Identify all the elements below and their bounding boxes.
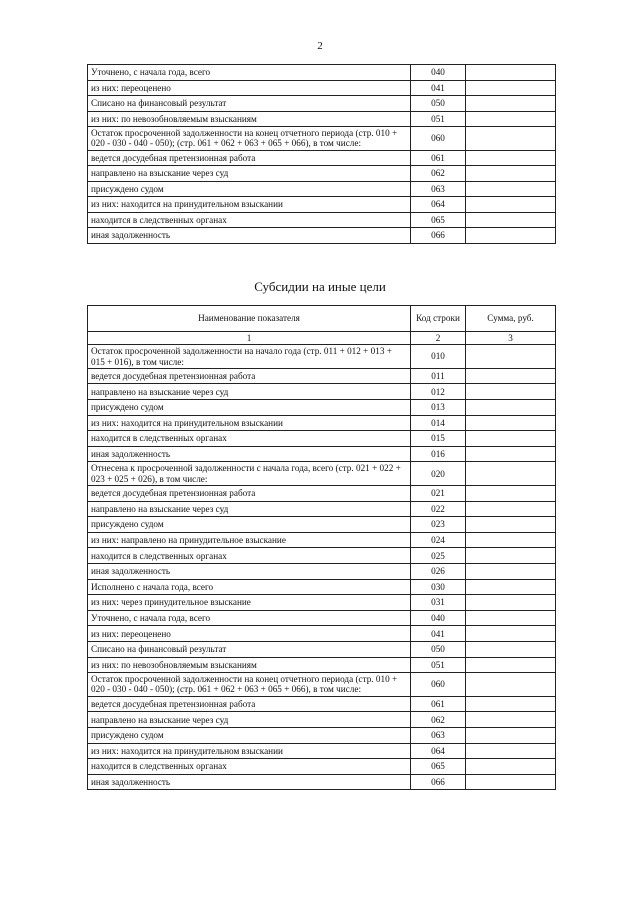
row-sum-cell[interactable]: [466, 774, 556, 790]
table-row: [88, 501, 556, 517]
table-row: [88, 743, 556, 759]
row-label: направлено на взыскание через суд: [88, 166, 411, 182]
row-sum-cell[interactable]: [466, 65, 556, 81]
row-code: 051: [411, 111, 466, 127]
row-sum-cell[interactable]: [466, 368, 556, 384]
table-row: [88, 415, 556, 431]
table-row: [88, 595, 556, 611]
row-code: 013: [411, 400, 466, 416]
table-row: [88, 759, 556, 775]
row-label: находится в следственных органах: [88, 431, 411, 447]
row-code: 064: [411, 743, 466, 759]
table-header-row: [88, 306, 556, 332]
row-code: 031: [411, 595, 466, 611]
row-sum-cell[interactable]: [466, 696, 556, 712]
row-label: Уточнено, с начала года, всего: [88, 610, 411, 626]
row-label: ведется досудебная претензионная работа: [88, 368, 411, 384]
row-label: находится в следственных органах: [88, 548, 411, 564]
row-code: 015: [411, 431, 466, 447]
table-row: [88, 400, 556, 416]
row-label: направлено на взыскание через суд: [88, 384, 411, 400]
row-code: 023: [411, 517, 466, 533]
row-code: 061: [411, 150, 466, 166]
row-code: 062: [411, 712, 466, 728]
row-code: 040: [411, 610, 466, 626]
table-row: [88, 727, 556, 743]
row-code: 016: [411, 446, 466, 462]
column-number-1: 1: [88, 332, 411, 345]
row-sum-cell[interactable]: [466, 127, 556, 151]
receivables-table-continued: [87, 64, 556, 244]
table-row: [88, 462, 556, 486]
row-sum-cell[interactable]: [466, 80, 556, 96]
row-label: присуждено судом: [88, 181, 411, 197]
row-label: Исполнено с начала года, всего: [88, 579, 411, 595]
row-sum-cell[interactable]: [466, 197, 556, 213]
row-label: направлено на взыскание через суд: [88, 712, 411, 728]
row-label: Остаток просроченной задолженности на конец отчетного периода (стр. 010 + 020 - 030 - 040 - 050); (стр. 061 + 062 + 063 + 065 + 066), в том числе:: [88, 673, 411, 697]
row-code: 061: [411, 696, 466, 712]
row-label: присуждено судом: [88, 400, 411, 416]
row-sum-cell[interactable]: [466, 415, 556, 431]
row-label: иная задолженность: [88, 446, 411, 462]
row-code: 011: [411, 368, 466, 384]
row-sum-cell[interactable]: [466, 548, 556, 564]
table-row: [88, 610, 556, 626]
row-sum-cell[interactable]: [466, 446, 556, 462]
row-code: 025: [411, 548, 466, 564]
row-code: 050: [411, 96, 466, 112]
row-code: 040: [411, 65, 466, 81]
table-row: [88, 228, 556, 244]
row-label: Уточнено, с начала года, всего: [88, 65, 411, 81]
table-row: [88, 657, 556, 673]
row-label: из них: переоценено: [88, 80, 411, 96]
row-label: иная задолженность: [88, 564, 411, 580]
table-row: [88, 345, 556, 369]
row-label: Остаток просроченной задолженности на конец отчетного периода (стр. 010 + 020 - 030 - 040 - 050); (стр. 061 + 062 + 063 + 065 + 066), в том числе:: [88, 127, 411, 151]
table-row: [88, 212, 556, 228]
row-label: присуждено судом: [88, 727, 411, 743]
table-row: [88, 564, 556, 580]
table-row: [88, 774, 556, 790]
table-row: [88, 532, 556, 548]
row-sum-cell[interactable]: [466, 517, 556, 533]
row-sum-cell[interactable]: [466, 759, 556, 775]
table-row: [88, 181, 556, 197]
row-label: ведется досудебная претензионная работа: [88, 486, 411, 502]
row-label: Списано на финансовый результат: [88, 641, 411, 657]
row-sum-cell[interactable]: [466, 384, 556, 400]
section-title: Субсидии на иные цели: [254, 279, 386, 294]
table-row: [88, 431, 556, 447]
row-sum-cell[interactable]: [466, 532, 556, 548]
row-sum-cell[interactable]: [466, 400, 556, 416]
row-code: 064: [411, 197, 466, 213]
row-label: из них: через принудительное взыскание: [88, 595, 411, 611]
table-row: [88, 80, 556, 96]
page-number: 2: [317, 40, 323, 52]
row-code: 024: [411, 532, 466, 548]
row-label: ведется досудебная претензионная работа: [88, 696, 411, 712]
column-header-name: Наименование показателя: [88, 306, 411, 332]
subsidies-other-purposes-table: [87, 305, 556, 790]
row-label: из них: по невозобновляемым взысканиям: [88, 111, 411, 127]
row-code: 022: [411, 501, 466, 517]
row-label: находится в следственных органах: [88, 212, 411, 228]
row-sum-cell[interactable]: [466, 228, 556, 244]
row-code: 014: [411, 415, 466, 431]
row-label: из них: находится на принудительном взыскании: [88, 743, 411, 759]
row-sum-cell[interactable]: [466, 673, 556, 697]
table1-body: [88, 65, 556, 244]
row-sum-cell[interactable]: [466, 212, 556, 228]
row-code: 066: [411, 228, 466, 244]
row-sum-cell[interactable]: [466, 431, 556, 447]
row-code: 030: [411, 579, 466, 595]
row-code: 020: [411, 462, 466, 486]
row-code: 041: [411, 80, 466, 96]
row-sum-cell[interactable]: [466, 345, 556, 369]
column-numbers-row: [88, 332, 556, 345]
row-sum-cell[interactable]: [466, 641, 556, 657]
row-code: 026: [411, 564, 466, 580]
table-row: [88, 111, 556, 127]
row-code: 010: [411, 345, 466, 369]
row-sum-cell[interactable]: [466, 712, 556, 728]
table-row: [88, 96, 556, 112]
table-row: [88, 127, 556, 151]
row-code: 021: [411, 486, 466, 502]
row-label: из них: находится на принудительном взыскании: [88, 197, 411, 213]
row-sum-cell[interactable]: [466, 626, 556, 642]
table-row: [88, 368, 556, 384]
row-label: Отнесена к просроченной задолженности с начала года, всего (стр. 021 + 022 + 023 + 025 + 026), в том числе:: [88, 462, 411, 486]
row-label: Списано на финансовый результат: [88, 96, 411, 112]
row-code: 063: [411, 181, 466, 197]
row-code: 041: [411, 626, 466, 642]
row-code: 050: [411, 641, 466, 657]
table-row: [88, 65, 556, 81]
row-sum-cell[interactable]: [466, 166, 556, 182]
column-header-sum: Сумма, руб.: [466, 306, 556, 332]
row-label: иная задолженность: [88, 228, 411, 244]
row-sum-cell[interactable]: [466, 657, 556, 673]
row-sum-cell[interactable]: [466, 111, 556, 127]
row-sum-cell[interactable]: [466, 486, 556, 502]
row-label: Остаток просроченной задолженности на начало года (стр. 011 + 012 + 013 + 015 + 016), в том числе:: [88, 345, 411, 369]
table-row: [88, 446, 556, 462]
row-sum-cell[interactable]: [466, 501, 556, 517]
table-row: [88, 197, 556, 213]
table-row: [88, 150, 556, 166]
row-code: 060: [411, 127, 466, 151]
row-label: из них: по невозобновляемым взысканиям: [88, 657, 411, 673]
column-header-code: Код строки: [411, 306, 466, 332]
table-row: [88, 517, 556, 533]
table-row: [88, 696, 556, 712]
row-label: из них: направлено на принудительное взыскание: [88, 532, 411, 548]
row-label: присуждено судом: [88, 517, 411, 533]
row-sum-cell[interactable]: [466, 564, 556, 580]
row-label: направлено на взыскание через суд: [88, 501, 411, 517]
row-label: иная задолженность: [88, 774, 411, 790]
table-row: [88, 486, 556, 502]
row-sum-cell[interactable]: [466, 743, 556, 759]
row-sum-cell[interactable]: [466, 96, 556, 112]
row-code: 066: [411, 774, 466, 790]
row-sum-cell[interactable]: [466, 727, 556, 743]
table-row: [88, 384, 556, 400]
row-code: 062: [411, 166, 466, 182]
table-row: [88, 166, 556, 182]
row-label: из них: переоценено: [88, 626, 411, 642]
row-label: из них: находится на принудительном взыскании: [88, 415, 411, 431]
row-code: 065: [411, 759, 466, 775]
row-sum-cell[interactable]: [466, 595, 556, 611]
table-row: [88, 548, 556, 564]
table-row: [88, 712, 556, 728]
row-sum-cell[interactable]: [466, 579, 556, 595]
table-row: [88, 641, 556, 657]
row-code: 063: [411, 727, 466, 743]
column-number-3: 3: [466, 332, 556, 345]
row-code: 060: [411, 673, 466, 697]
row-code: 012: [411, 384, 466, 400]
row-label: ведется досудебная претензионная работа: [88, 150, 411, 166]
row-label: находится в следственных органах: [88, 759, 411, 775]
row-code: 065: [411, 212, 466, 228]
column-number-2: 2: [411, 332, 466, 345]
row-sum-cell[interactable]: [466, 181, 556, 197]
table2-body: [88, 345, 556, 790]
row-code: 051: [411, 657, 466, 673]
table-row: [88, 626, 556, 642]
table-row: [88, 579, 556, 595]
table-row: [88, 673, 556, 697]
row-sum-cell[interactable]: [466, 610, 556, 626]
row-sum-cell[interactable]: [466, 150, 556, 166]
row-sum-cell[interactable]: [466, 462, 556, 486]
